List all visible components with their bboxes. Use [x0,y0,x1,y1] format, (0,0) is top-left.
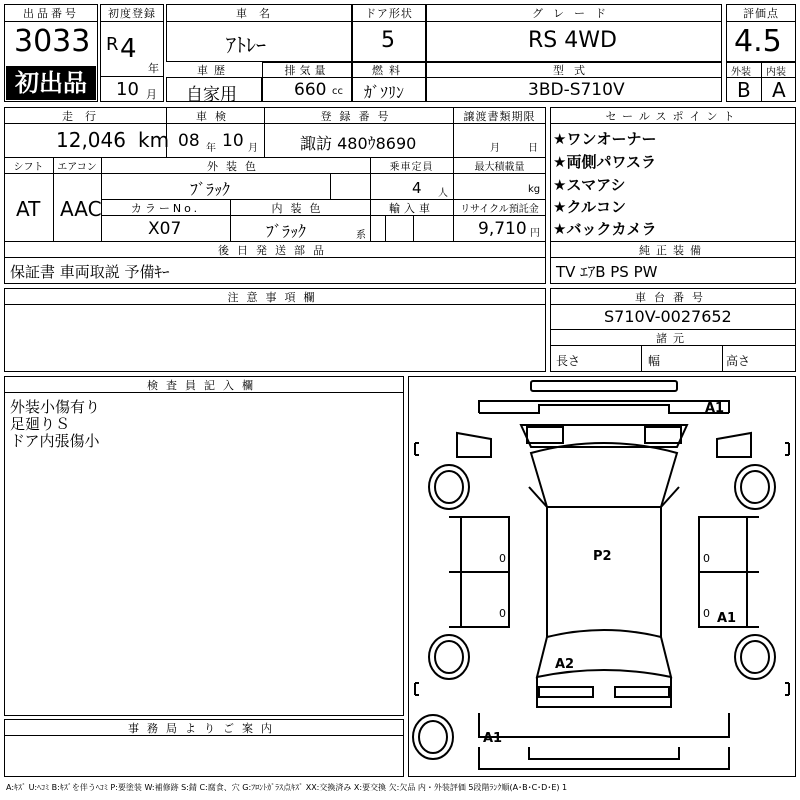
transfer-day: 日 [528,143,538,154]
year: 4 [120,34,137,64]
svg-text:0: 0 [499,552,506,565]
capacity-label: 乗車定員 [389,162,434,173]
damage-mark: A1 [705,401,725,416]
legend-text: A:ｷｽﾞ U:ﾍｺﾐ B:ｷｽﾞを伴うﾍｺﾐ P:要塗装 W:補修跡 S:錆 C:腐食、穴 G:ﾌﾛﾝﾄｶﾞﾗｽ点ｷｽﾞ XX:交換済み X:要交換 欠:欠品 内・外装評価 5段階ﾗﾝｸ順(A･B･C･D･E) 1 [6,783,568,792]
int-color-label: 内装色 [271,202,329,215]
import-label: 輸入車 [389,202,434,215]
lot-number: 3033 [14,24,91,59]
color-label: 外装色 [207,160,264,173]
fuel-value: ｶﾞｿﾘﾝ [364,83,405,102]
month: 10 [116,79,139,100]
exterior-label: 外装 [731,67,751,78]
dims-label: 諸元 [656,332,690,345]
year-unit: 年 [148,62,159,75]
era: R [106,34,119,55]
reg-label: 登録番号 [320,110,397,123]
mileage-value: 12,046 [56,128,126,152]
score-value: 4.5 [734,24,782,59]
office-label: 事務局よりご案内 [128,722,280,735]
inspector-line: ドア内張傷小 [10,432,100,450]
svg-text:0: 0 [499,607,506,620]
width-label: 幅 [648,354,661,368]
history-value: 自家用 [186,85,237,105]
damage-mark: A2 [555,657,575,672]
transfer-month: 月 [490,143,500,154]
height-label: 高さ [726,354,751,368]
car-outline-diagram [409,377,795,776]
notes-label: 注意事項欄 [227,291,323,304]
fuel-label: 燃料 [372,64,406,77]
capacity-value: 4 [412,179,422,197]
color-no-value: X07 [148,219,182,239]
damage-mark: P2 [593,549,612,564]
sales-point: ★バックカメラ [553,220,657,238]
length-label: 長さ [556,354,581,368]
later-value: 保証書 車両取説 予備ｷｰ [10,263,170,281]
color-no-label: カラーNo. [130,202,201,215]
inspection-label: 車検 [196,110,234,123]
model-label: 型式 [553,64,595,77]
later-label: 後日発送部品 [218,244,332,257]
int-color-value: ﾌﾞﾗｯｸ [266,222,307,241]
model-value: 3BD-S710V [528,80,625,100]
chassis-label: 車台番号 [635,291,711,304]
svg-text:0: 0 [703,552,710,565]
ac-label: エアコン [57,162,97,173]
month-unit: 月 [146,88,157,101]
interior-label: 内装 [766,67,786,78]
score-label: 評価点 [743,7,779,20]
interior-value: A [772,78,786,102]
sales-point: ★両側パワスラ [553,153,656,171]
damage-mark: A1 [483,731,503,746]
recycle-value: 9,710 [478,219,527,239]
car-name-label: 車名 [236,7,282,20]
sales-point: ★ワンオーナー [553,130,657,148]
door-label: ドア形状 [365,7,413,20]
sales-label: セールスポイント [605,110,741,123]
load-unit: kg [528,184,541,195]
insp-year-unit: 年 [206,143,216,154]
load-label: 最大積載量 [474,162,525,173]
displacement-unit: cc [332,86,343,97]
transfer-label: 譲渡書類期限 [463,110,536,123]
equip-value: TV ｴｱB PS PW [556,263,658,281]
grade-label: グレード [532,7,616,20]
exterior-value: B [737,78,751,102]
grade-value: RS 4WD [528,28,617,53]
inspector-label: 検査員記入欄 [147,379,261,392]
svg-text:0: 0 [703,607,710,620]
inspector-line: 外装小傷有り [10,398,101,416]
mileage-label: 走行 [62,110,108,123]
equip-label: 純正装備 [639,244,707,257]
car-name: ｱﾄﾚｰ [226,33,266,57]
recycle-unit: 円 [530,228,540,239]
recycle-label: リサイクル預託金 [460,204,539,215]
insp-month-unit: 月 [248,143,258,154]
damage-mark: A1 [717,611,737,626]
lot-label: 出品番号 [23,7,79,20]
color-value: ﾌﾞﾗｯｸ [190,180,231,199]
displacement-value: 660 [294,80,327,100]
first-reg-label: 初度登録 [108,7,156,20]
door-value: 5 [381,28,395,53]
insp-year: 08 [178,131,200,151]
shift-value: AT [16,197,41,221]
sales-point: ★スマアシ [553,176,626,194]
insp-month: 10 [222,131,244,151]
displacement-label: 排気量 [284,64,330,77]
mileage-unit: km [138,128,170,152]
sales-point: ★クルコン [553,198,626,216]
capacity-unit: 人 [438,188,448,199]
chassis-number: S710V-0027652 [604,307,732,326]
shift-label: シフト [13,162,44,173]
first-listing-badge: 初出品 [6,66,96,100]
int-color-unit: 系 [356,230,366,241]
inspector-line: 足廻りＳ [10,415,71,433]
reg-value: 諏訪 480ｳ8690 [300,134,417,153]
damage-diagram [408,376,796,777]
history-label-h: 車歴 [166,62,262,78]
ac-value: AAC [60,197,102,221]
